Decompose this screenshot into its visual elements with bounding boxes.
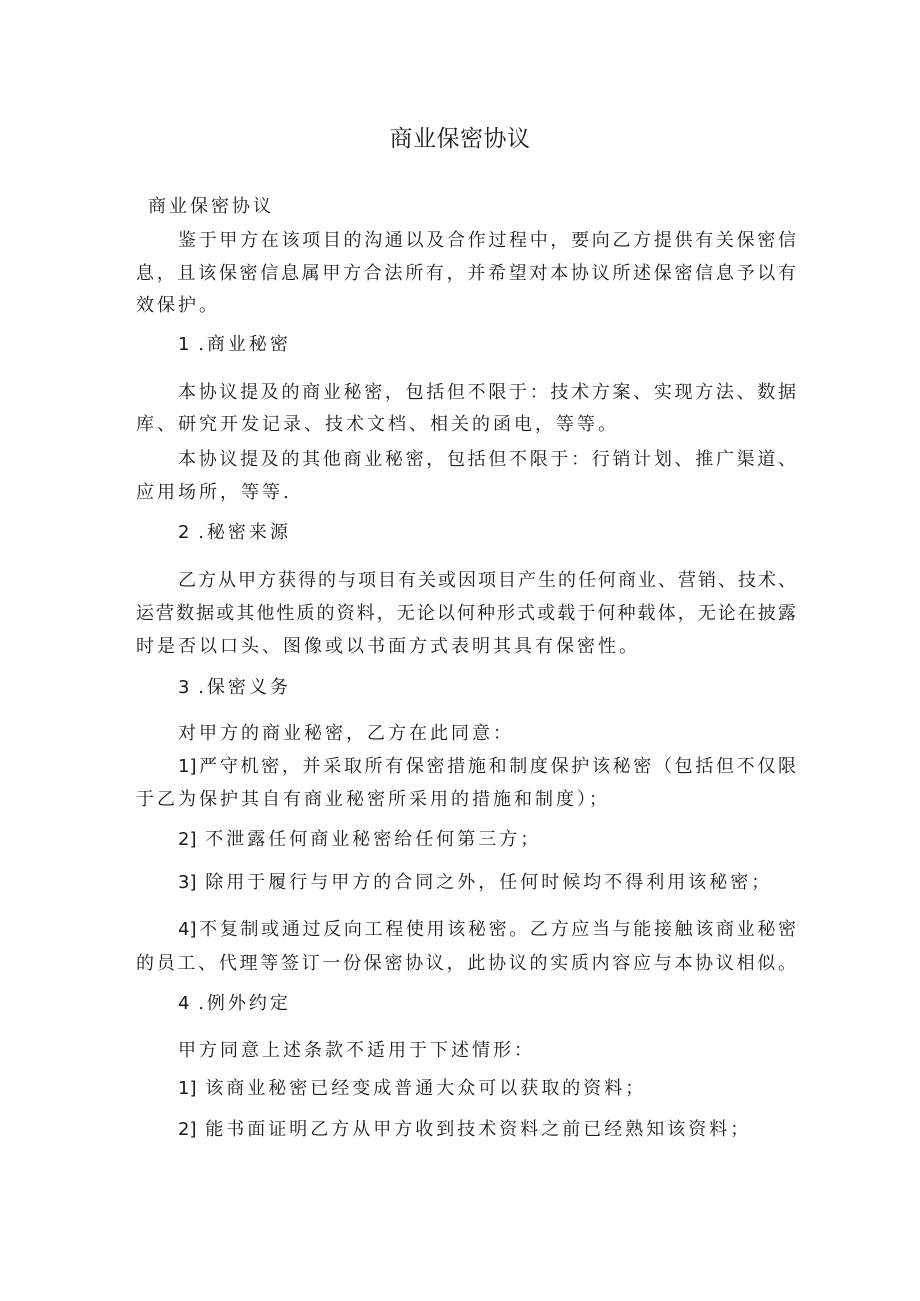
section-1-number: 1 <box>178 334 190 355</box>
section-2-line-2: 运营数据或其他性质的资料，无论以何种形式或载于何种载体，无论在披露 <box>136 603 796 624</box>
section-4-item-1 <box>178 1076 796 1102</box>
intro-line-1: 鉴于甲方在该项目的沟通以及合作过程中，要向乙方提供有关保密信 <box>178 230 796 251</box>
intro-line-2: 息，且该保密信息属甲方合法所有，并希望对本协议所述保密信息予以有 <box>136 263 796 284</box>
section-3-item-1-line-1 <box>178 754 796 780</box>
item-number: 2] <box>178 1119 197 1140</box>
section-3-lead: 对甲方的商业秘密，乙方在此同意： <box>178 723 514 744</box>
section-4-title: .例外约定 <box>198 993 291 1014</box>
section-1-heading <box>178 332 838 358</box>
section-2-heading <box>178 520 838 546</box>
section-3-item-4-line-1 <box>178 917 796 943</box>
document-subtitle: 商业保密协议 <box>148 196 274 217</box>
item-text: 不泄露任何商业秘密给任何第三方； <box>205 829 542 850</box>
item-number: 1] <box>178 1078 197 1099</box>
section-1-p1-line-2: 库、研究开发记录、技术文档、相关的函电，等等。 <box>136 414 619 435</box>
section-4-item-2 <box>178 1117 796 1143</box>
section-1-p2-line-1: 本协议提及的其他商业秘密，包括但不限于：行销计划、推广渠道、 <box>178 449 796 470</box>
section-3-item-4-line-2: 的员工、代理等签订一份保密协议，此协议的实质内容应与本协议相似。 <box>136 953 796 974</box>
section-4-lead: 甲方同意上述条款不适用于下述情形： <box>178 1040 535 1061</box>
section-3-title: .保密义务 <box>198 677 291 698</box>
section-4-heading <box>178 991 838 1017</box>
document-title: 商业保密协议 <box>389 126 531 152</box>
section-4-number: 4 <box>178 993 190 1014</box>
section-2-line-1: 乙方从甲方获得的与项目有关或因项目产生的任何商业、营销、技术、 <box>178 570 796 591</box>
section-1-title: .商业秘密 <box>198 334 291 355</box>
item-number: 4] <box>178 919 197 940</box>
section-1-p2-line-2: 应用场所，等等. <box>136 482 292 503</box>
item-text: 该商业秘密已经变成普通大众可以获取的资料； <box>205 1078 647 1099</box>
section-3-item-1-line-2: 于乙为保护其自有商业秘密所采用的措施和制度）； <box>136 789 610 810</box>
item-text: 除用于履行与甲方的合同之外，任何时候均不得利用该秘密； <box>205 872 773 893</box>
section-3-number: 3 <box>178 677 190 698</box>
item-number: 2] <box>178 829 197 850</box>
section-2-title: .秘密来源 <box>198 522 291 543</box>
item-number: 1] <box>178 756 197 777</box>
section-3-item-2 <box>178 827 796 853</box>
item-text: 能书面证明乙方从甲方收到技术资料之前已经熟知该资料； <box>205 1119 752 1140</box>
section-2-number: 2 <box>178 522 190 543</box>
section-3-heading <box>178 675 838 701</box>
item-text: 严守机密，并采取所有保密措施和制度保护该秘密（包括但不仅限 <box>196 756 796 777</box>
item-text: 不复制或通过反向工程使用该秘密。乙方应当与能接触该商业秘密 <box>196 919 796 940</box>
section-2-line-3: 时是否以口头、图像或以书面方式表明其具有保密性。 <box>136 636 640 657</box>
section-3-item-3 <box>178 870 796 896</box>
item-number: 3] <box>178 872 197 893</box>
section-1-p1-line-1: 本协议提及的商业秘密，包括但不限于：技术方案、实现方法、数据 <box>178 382 796 403</box>
intro-line-3: 效保护。 <box>136 295 220 316</box>
